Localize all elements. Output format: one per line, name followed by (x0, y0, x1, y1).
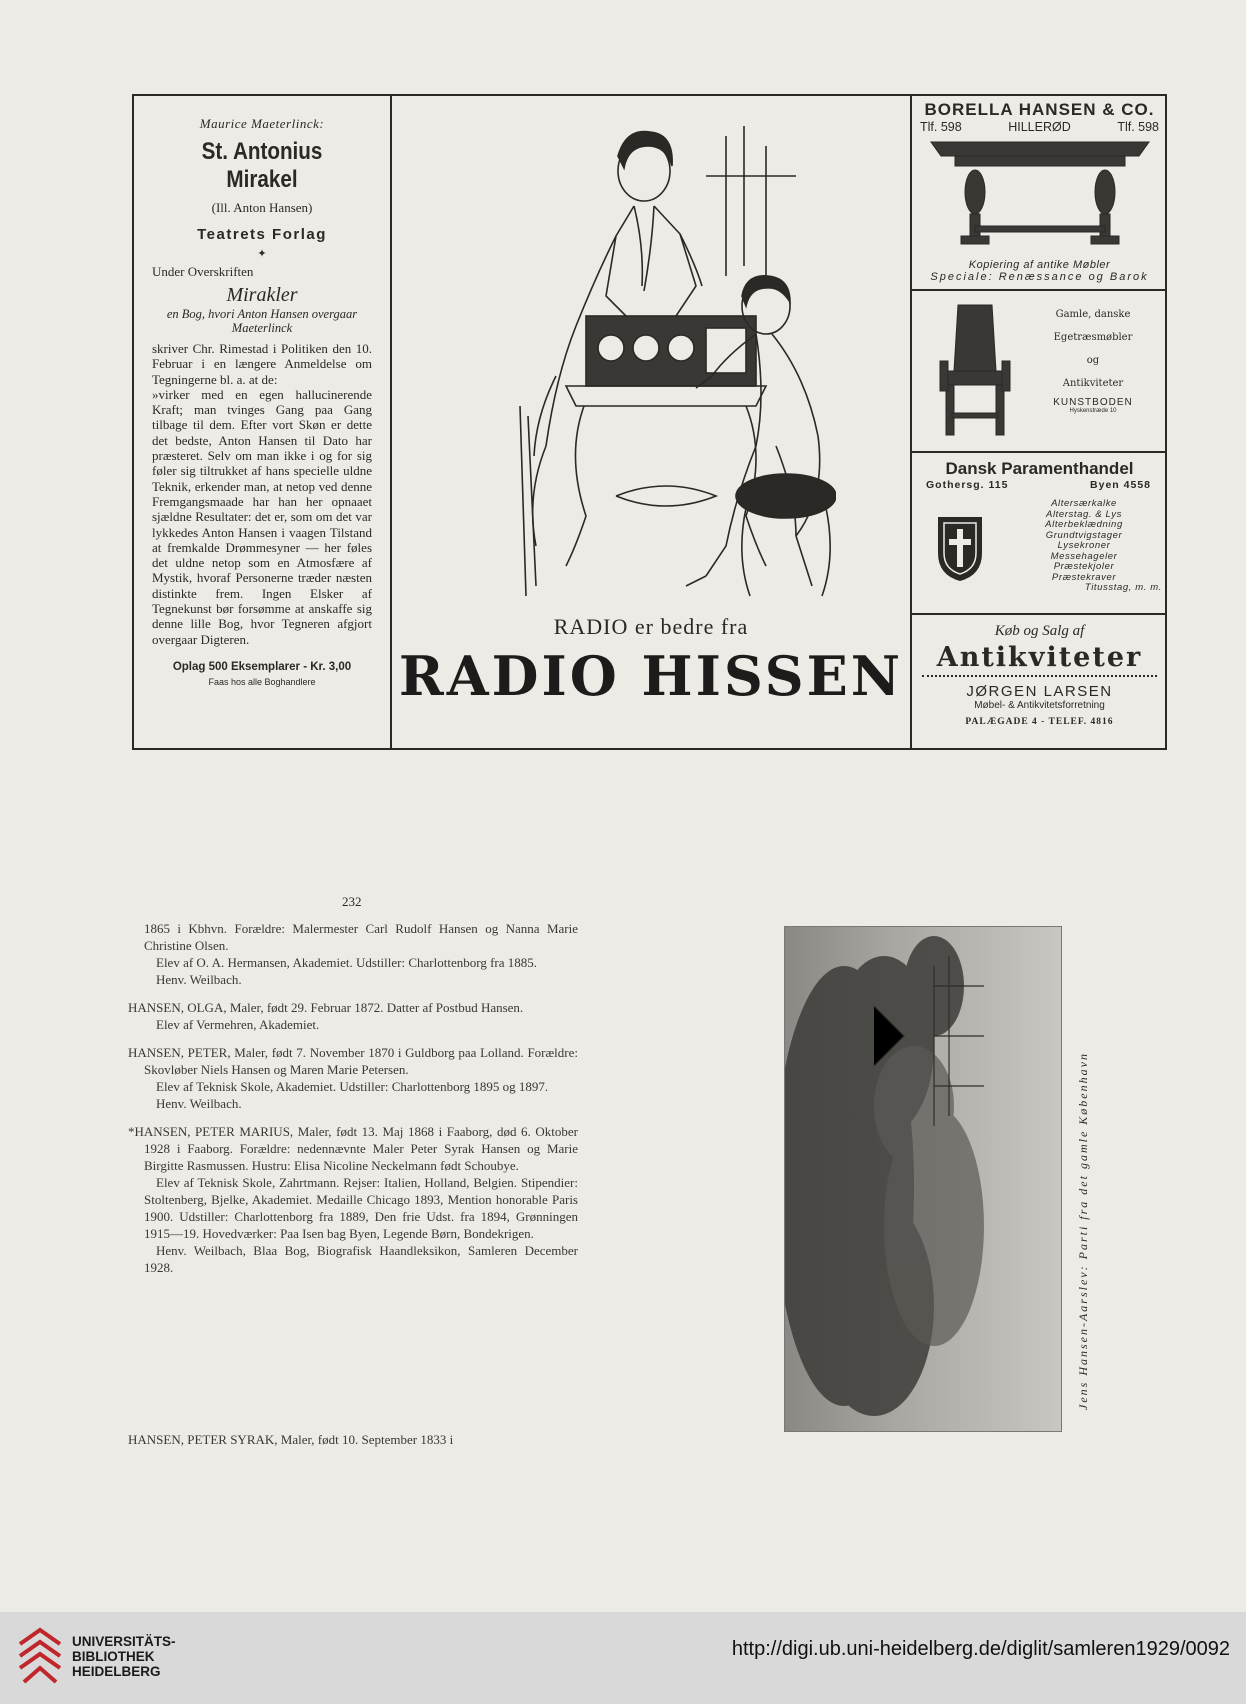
kunstboden-line-1: Gamle, danske (1055, 309, 1131, 320)
digitization-url-link[interactable]: http://digi.ub.uni-heidelberg.de/diglit/samleren1929/0092 (731, 1638, 1230, 1660)
uni-name-line: HEIDELBERG (72, 1664, 161, 1679)
uni-name-line: UNIVERSITÄTS- (72, 1634, 176, 1649)
uni-name-line: BIBLIOTHEK (72, 1649, 155, 1664)
review-paragraph-quote: »virker med en egen hallucinerende Kraft; man tvinges Gang paa Gang tilbage til dem. Efter vort Skøn er dette det bedste, Anton Hansen til Dato har præsteret. Selv om man ikke i og for sig føler sig tiltrukket af hans specielle uldne Teknik, erkender man, at netop ved denne Fremgangsmaade har han her opnaaet sjældne Resultater: det er, som om det var lykkedes Anton Hansen i vaagen Tilstand at fremkalde Drømmesyner — her føles det uldne netop som en Atmosfære af Mystik, hvoraf Personerne træder næsten distinkte frem. Ingen Elsker af Tegnekunst bør forsømme at anskaffe sig denne lille Bog, hvor Tegneren afgjort overgaar Digteren. (152, 386, 372, 647)
borella-hansen-ad (912, 96, 1167, 291)
article-entry (128, 920, 578, 988)
book-review-text (152, 341, 372, 647)
radio-advertisement (392, 96, 910, 748)
entry-heading: HANSEN, OLGA, Maler, født 29. Februar 1872. Datter af Postbud Hansen. (128, 1000, 524, 1015)
paramenthandel-address-line (912, 479, 1167, 491)
entry-heading: HANSEN, PETER, Maler, født 7. November 1870 i Guldborg paa Lolland. Forældre: Skovløber Niels Hansen og Maren Marie Petersen. (128, 1045, 578, 1077)
paramenthandel-name: Dansk Paramenthandel (945, 459, 1134, 478)
entry-text: Henv. Weilbach. (156, 972, 242, 987)
paramenthandel-item: Altersærkalke (1051, 498, 1117, 509)
radio-brand-logo: RADIO HISSEN (398, 644, 904, 708)
book-price: Oplag 500 Eksemplarer - Kr. 3,00 (172, 660, 352, 673)
paramenthandel-item: Grundtvigstager (1045, 529, 1123, 541)
entry-heading: *HANSEN, PETER MARIUS, Maler, født 13. Maj 1868 i Faaborg, død 6. Oktober 1928 i Faaborg. Forældre: nedennævnte Maler Peter Syrak Hansen og Marie Birgitte Rasmussen. Hustru: Elisa Nicoline Neckelmann født Schoubye. (128, 1124, 578, 1173)
cross-shield-icon (934, 513, 986, 583)
star-ornament-icon: ✦ (257, 248, 267, 260)
advertisement-block (132, 94, 1167, 750)
antique-chair-illustration (930, 301, 1020, 441)
page-number: 232 (342, 894, 362, 909)
book-illustrator: (Ill. Anton Hansen) (211, 200, 313, 215)
larsen-address: PALÆGADE 4 - TELEF. 4816 (965, 717, 1114, 727)
larsen-name: JØRGEN LARSEN (966, 683, 1113, 700)
entry-text: Elev af O. A. Hermansen, Akademiet. Udstiller: Charlottenborg fra 1885. (156, 955, 537, 970)
borella-caption-copying: Kopiering af antike Møbler (968, 259, 1111, 271)
book-availability: Faas hos alle Boghandlere (208, 676, 316, 687)
entry-text: Elev af Teknisk Skole, Akademiet. Udstiller: Charlottenborg 1895 og 1897. (156, 1079, 549, 1094)
paramenthandel-item: Præstekraver (1051, 571, 1117, 583)
entry-text: Henv. Weilbach, Blaa Bog, Biografisk Haandleksikon, Samleren December 1928. (144, 1243, 578, 1275)
entry-heading-continued: HANSEN, PETER SYRAK, Maler, født 10. September 1833 i (128, 1432, 454, 1447)
kunstboden-line-2: Egetræsmøbler (1053, 332, 1133, 343)
paramenthandel-item: Messehageler (1050, 550, 1118, 562)
women-with-radio-illustration (466, 116, 836, 616)
kunstboden-ad (912, 291, 1167, 453)
paramenthandel-street: Gothersg. 115 (926, 479, 1009, 491)
paramenthandel-item: Alterstag. & Lys (1046, 508, 1122, 520)
borella-contact-line (912, 120, 1167, 134)
library-footer (0, 1612, 1246, 1704)
paramenthandel-item: Lysekroner (1057, 540, 1111, 551)
book-advertisement (134, 96, 392, 748)
borella-city: HILLERØD (1008, 120, 1071, 134)
university-library-name (72, 1634, 176, 1679)
book-subtitle: en Bog, hvori Anton Hansen overgaar Maeterlinck (166, 307, 358, 335)
entry-text: Henv. Weilbach. (156, 1096, 242, 1111)
larsen-buy-sell: Køb og Salg af (994, 623, 1085, 639)
paramenthandel-phone: Byen 4558 (1090, 479, 1151, 491)
article-entry (128, 999, 578, 1033)
kunstboden-line-3: og (1086, 355, 1100, 366)
borella-tel-left: Tlf. 598 (920, 120, 962, 134)
small-ads-column (910, 96, 1167, 748)
kunstboden-line-4: Antikviteter (1062, 378, 1124, 389)
book-mirakler-heading: Mirakler (226, 284, 298, 306)
paramenthandel-item: Alterbeklædning (1045, 519, 1123, 530)
university-library-logo-icon (14, 1626, 66, 1688)
entry-text: 1865 i Kbhvn. Forældre: Malermester Carl Rudolf Hansen og Nanna Marie Christine Olsen. (144, 921, 578, 953)
book-title: St. Antonius Mirakel (201, 138, 323, 193)
borella-company-name: BORELLA HANSEN & CO. (924, 100, 1155, 119)
borella-tel-right: Tlf. 598 (1117, 120, 1159, 134)
article-entry (128, 1123, 578, 1276)
photo-caption (1076, 1050, 1096, 1410)
larsen-description: Møbel- & Antikvitetsforretning (974, 700, 1105, 711)
paramenthandel-item: Titusstag, m. m. (1084, 582, 1162, 593)
biography-article (128, 920, 578, 1287)
landscape-painting-photo (784, 926, 1062, 1432)
review-paragraph-intro: skriver Chr. Rimestad i Politiken den 10. Februar i en længere Anmeldelse om Tegningerne bl. a. at de: (152, 341, 372, 387)
jorgen-larsen-ad (912, 615, 1167, 750)
kunstboden-address: Hyskenstræde 10 (1069, 408, 1117, 414)
larsen-antikviteter: Antikviteter (936, 642, 1143, 673)
book-author: Maurice Maeterlinck: (199, 116, 325, 131)
borella-caption-speciality: Speciale: Renæssance og Barok (930, 271, 1149, 283)
dotted-divider (922, 675, 1157, 677)
photo-caption-text: Jens Hansen-Aarslev: Parti fra det gamle København (1076, 1052, 1090, 1410)
book-publisher: Teatrets Forlag (197, 226, 327, 243)
kunstboden-shop-name: KUNSTBODEN (1053, 397, 1133, 408)
book-under-heading: Under Overskriften (152, 264, 254, 279)
article-entry (128, 1044, 578, 1112)
radio-tagline: RADIO er bedre fra (553, 614, 749, 639)
entry-text: Elev af Vermehren, Akademiet. (156, 1017, 320, 1032)
paramenthandel-items (1006, 499, 1162, 594)
paramenthandel-ad (912, 453, 1167, 615)
kunstboden-text (1028, 303, 1158, 414)
entry-text: Elev af Teknisk Skole, Zahrtmann. Rejser: Italien, Holland, Belgien. Stipendier: Stoltenberg, Bjelke, Akademiet. Medaille Chicago 1893, Mention honorable Paris 1900. Udstiller: Charlottenborg fra 1889, Den frie Udst. fra 1894, Grønningen 1915—19. Hovedværker: Paa Isen bag Byen, Legende Børn, Bondekrigen. (144, 1175, 578, 1241)
paramenthandel-item: Præstekjoler (1053, 561, 1115, 572)
antique-table-illustration (925, 134, 1155, 254)
